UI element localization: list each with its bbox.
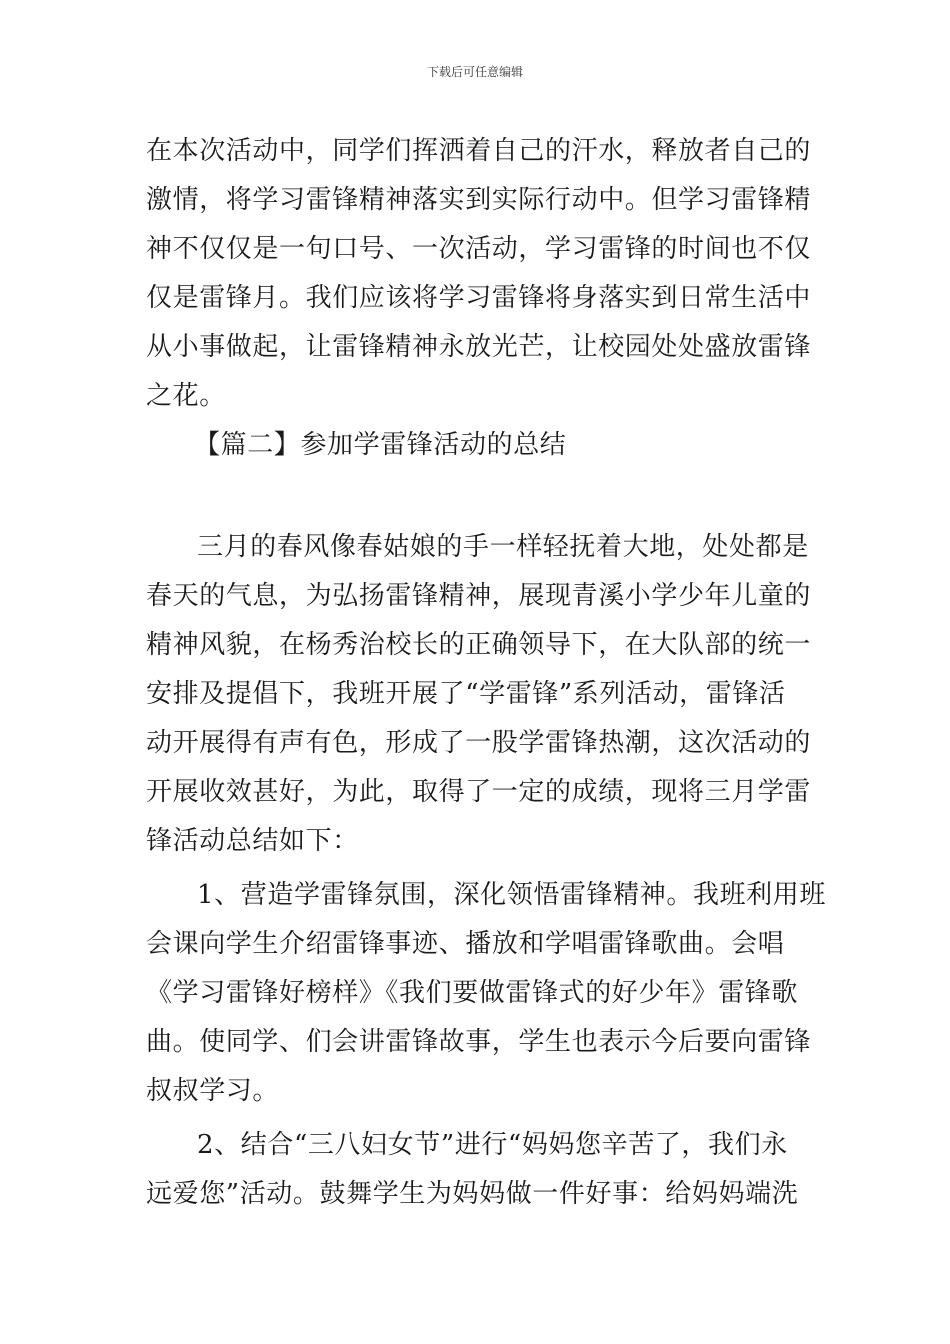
text-line: 神不仅仅是一句口号、一次活动，学习雷锋的时间也不仅	[146, 234, 812, 264]
text-line: 春天的气息，为弘扬雷锋精神，展现青溪小学少年儿童的	[146, 581, 812, 611]
text-line: 安排及提倡下，我班开展了“学雷锋”系列活动，雷锋活	[146, 679, 786, 709]
text-line: 三月的春风像春姑娘的手一样轻抚着大地，处处都是	[197, 532, 809, 562]
text-line: 开展收效甚好，为此，取得了一定的成绩，现将三月学雷	[146, 777, 812, 807]
text-line: 从小事做起，让雷锋精神永放光芒，让校园处处盛放雷锋	[146, 332, 812, 362]
text-line: 《学习雷锋好榜样》《我们要做雷锋式的好少年》雷锋歌	[146, 978, 799, 1008]
section-heading: 【篇二】参加学雷锋活动的总结	[194, 430, 567, 460]
text-line: 1、营造学雷锋氛围，深化领悟雷锋精神。我班利用班	[197, 880, 826, 910]
text-line: 精神风貌，在杨秀治校长的正确领导下，在大队部的统一	[146, 630, 812, 660]
text-line: 远爱您”活动。鼓舞学生为妈妈做一件好事：给妈妈端洗	[146, 1179, 799, 1209]
text-line: 会课向学生介绍雷锋事迹、播放和学唱雷锋歌曲。会唱	[146, 929, 785, 959]
text-line: 2、结合“三八妇女节”进行“妈妈您辛苦了，我们永	[197, 1130, 788, 1160]
text-line: 之花。	[146, 381, 226, 411]
text-line: 叔叔学习。	[146, 1076, 280, 1106]
text-line: 曲。使同学、们会讲雷锋故事，学生也表示今后要向雷锋	[146, 1027, 812, 1057]
text-line: 激情，将学习雷锋精神落实到实际行动中。但学习雷锋精	[146, 185, 812, 215]
text-line: 仅是雷锋月。我们应该将学习雷锋将身落实到日常生活中	[146, 283, 812, 313]
page-header: 下载后可任意编辑	[426, 65, 523, 79]
text-line: 在本次活动中，同学们挥洒着自己的汗水，释放者自己的	[146, 136, 812, 166]
text-line: 锋活动总结如下：	[146, 826, 359, 856]
text-line: 动开展得有声有色，形成了一股学雷锋热潮，这次活动的	[146, 728, 812, 758]
